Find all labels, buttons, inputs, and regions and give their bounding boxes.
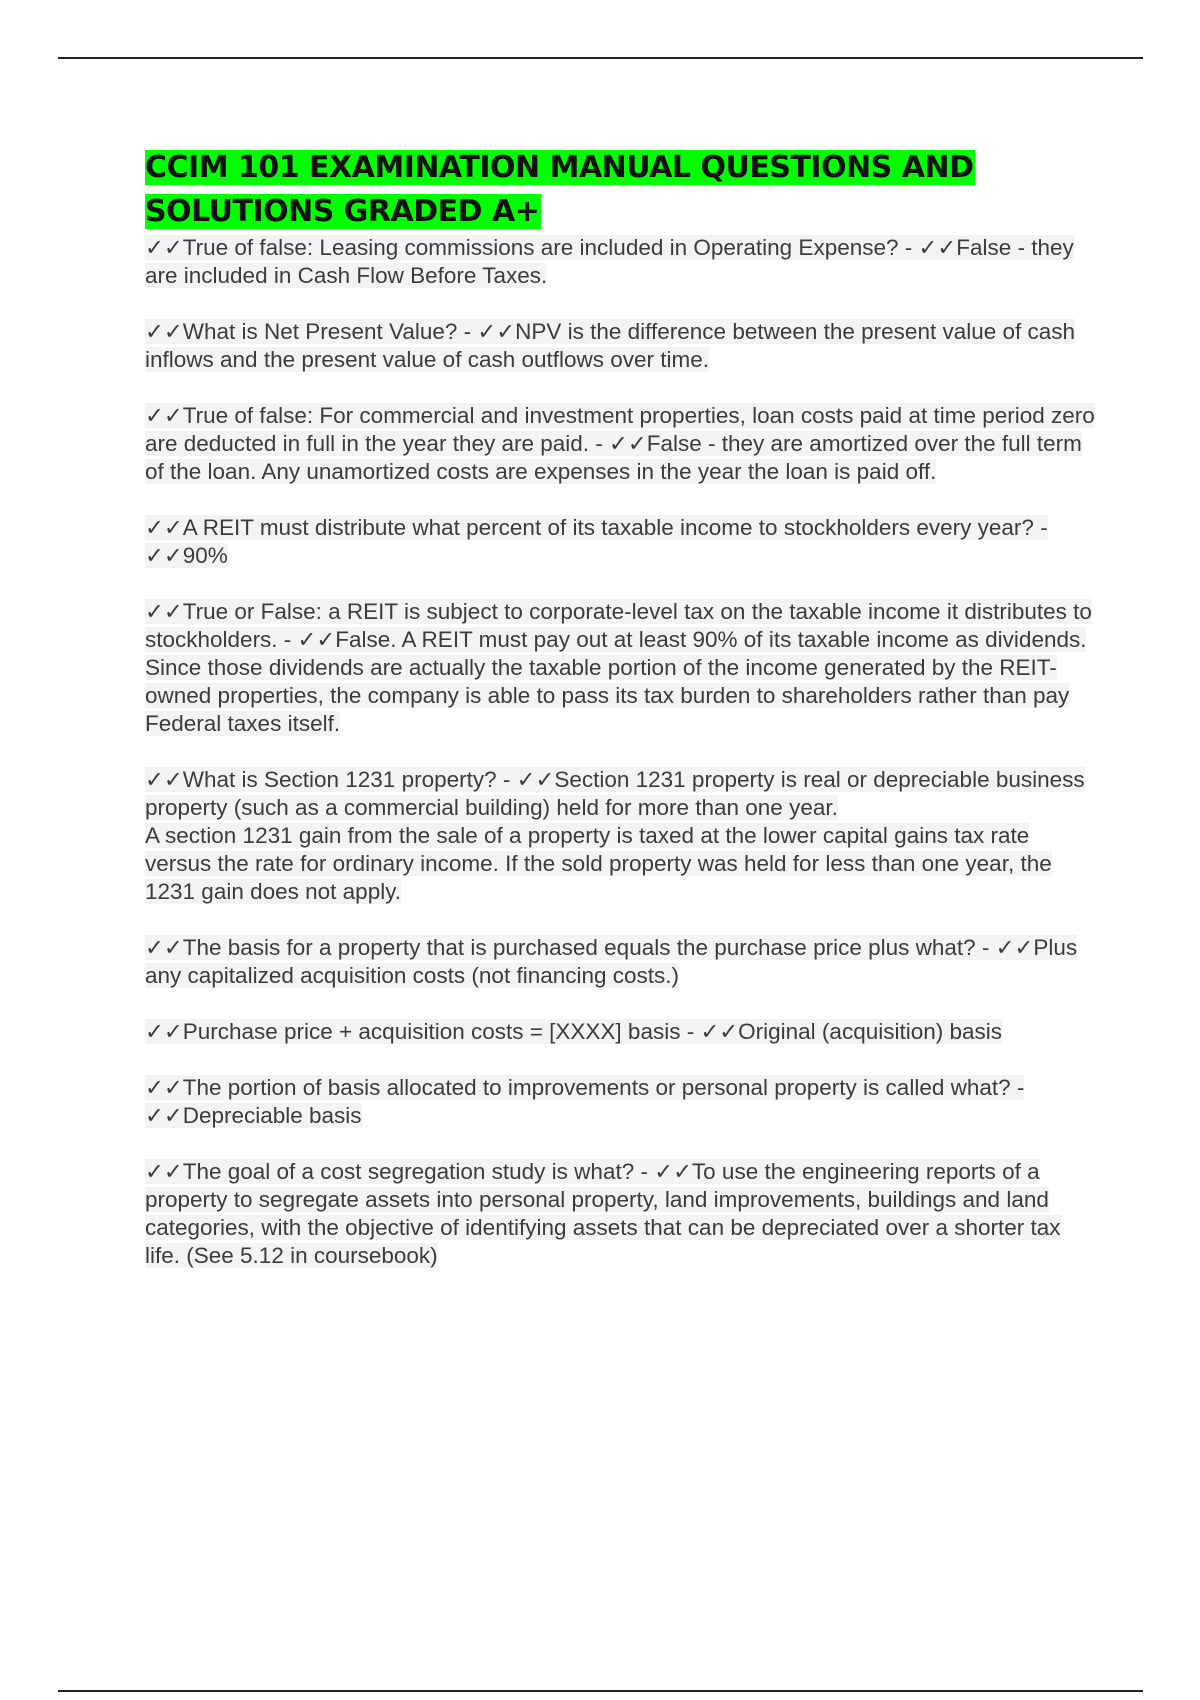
qa-item-9: ✓✓The portion of basis allocated to improvements or personal property is called what? - ✓✓Depreciable basis <box>145 1075 1025 1128</box>
title-highlight: CCIM 101 EXAMINATION MANUAL QUESTIONS AND SOLUTIONS GRADED A+ <box>145 150 974 229</box>
bottom-rule <box>58 1690 1143 1692</box>
qa-item-7: ✓✓The basis for a property that is purchased equals the purchase price plus what? - ✓✓Plus any capitalized acquisition costs (not financing costs.) <box>145 935 1078 988</box>
qa-item-2: ✓✓What is Net Present Value? - ✓✓NPV is the difference between the present value of cash inflows and the present value of cash outflows over time. <box>145 319 1076 372</box>
qa-item-3: ✓✓True of false: For commercial and investment properties, loan costs paid at time period zero are deducted in full in the year they are paid. - ✓✓False - they are amortized over the full term of the loan. Any unamortized costs are expenses in the year the loan is paid off. <box>145 403 1095 484</box>
qa-item-5: ✓✓True or False: a REIT is subject to corporate-level tax on the taxable income it distributes to stockholders. - ✓✓False. A REIT must pay out at least 90% of its taxable income as dividends. Since those dividends are actually the taxable portion of the income generated by the REIT-owned properties, the company is able to pass its tax burden to shareholders rather than pay Federal taxes itself. <box>145 599 1092 736</box>
qa-list <box>145 234 1095 1270</box>
qa-item-8: ✓✓Purchase price + acquisition costs = [XXXX] basis - ✓✓Original (acquisition) basis <box>145 1019 1003 1044</box>
qa-item-4: ✓✓A REIT must distribute what percent of its taxable income to stockholders every year? - ✓✓90% <box>145 515 1048 568</box>
qa-item-1: ✓✓True of false: Leasing commissions are included in Operating Expense? - ✓✓False - they are included in Cash Flow Before Taxes. <box>145 235 1074 288</box>
qa-item-6: ✓✓What is Section 1231 property? - ✓✓Section 1231 property is real or depreciable business property (such as a commercial building) held for more than one year. A section 1231 gain from the sale of a property is taxed at the lower capital gains tax rate versus the rate for ordinary income. If the sold property was held for less than one year, the 1231 gain does not apply. <box>145 767 1085 904</box>
document-title <box>145 146 1095 234</box>
top-rule <box>58 57 1143 59</box>
document-body <box>145 146 1095 1298</box>
qa-item-10: ✓✓The goal of a cost segregation study is what? - ✓✓To use the engineering reports of a property to segregate assets into personal property, land improvements, buildings and land categories, with the objective of identifying assets that can be depreciated over a shorter tax life. (See 5.12 in coursebook) <box>145 1159 1061 1268</box>
